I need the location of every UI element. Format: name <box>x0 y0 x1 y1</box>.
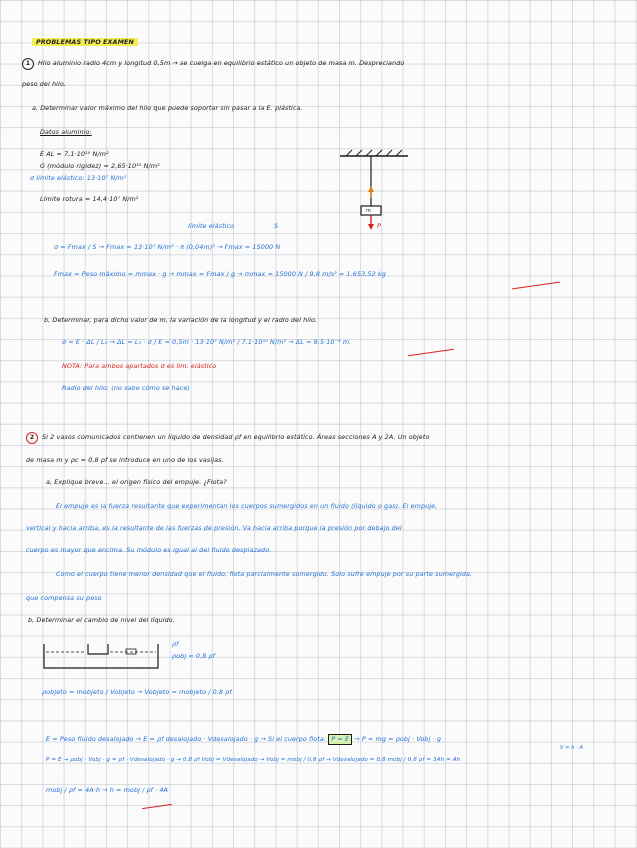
answer-line-5: que compensa su peso <box>26 594 102 602</box>
question-1b: b, Determinar, para dicho valor de m, la variación de la longitud y el radio del hilo. <box>44 316 318 324</box>
question-2a: a, Explique breve... el origen físico del empuje. ¿Flota? <box>46 478 227 486</box>
question-1a: a, Determinar valor máximo del hilo que puede soportar sin pasar a la E. plástica. <box>32 104 303 112</box>
data-heading: Datos aluminio: <box>40 128 92 136</box>
answer-line-3: cuerpo es mayor que encima. Su módulo es igual al del fluido desplazado. <box>26 546 272 554</box>
problem-number: 2 <box>26 432 38 444</box>
question-2b: b, Determinar el cambio de nivel del líquido. <box>28 616 175 624</box>
communicating-vessels-diagram <box>42 640 162 672</box>
equation-max-force: σ = Fmax / S → Fmax = 13·10⁷ N/m² · π (0,04m)² → Fmax = 15000 N <box>54 243 281 251</box>
problem-1-statement: 1 Hilo aluminio radio 4cm y longitud 0,5m → se cuelga en equilibrio estático un objeto de masa m. Despreciando <box>22 58 404 70</box>
note: NOTA: Para ambos apartados σ es lim. elástico <box>62 362 217 370</box>
elastic-limit-note: límite elástico <box>188 222 235 230</box>
radius-answer-label: Radio del hilo: (no sabe cómo se hace) <box>62 384 190 392</box>
answer-line-2: vertical y hacia arriba, es la resultante de las fuerzas de presión. Va hacia arriba porque la presión por debajo del <box>26 524 402 532</box>
hanging-mass-diagram <box>338 150 418 230</box>
weight-label: P <box>377 222 381 230</box>
answer-line-4: Como el cuerpo tiene menor densidad que el fluido, flota parcialmente sumergido. Solo sufre empuje por su parte sumergida, <box>56 570 473 578</box>
result-underline <box>142 804 172 809</box>
equation-elongation: σ = E · ΔL / L₀ → ΔL = L₀ · σ / E = 0,5m · 13·10⁷ N/m² / 7,1·10¹⁰ N/m² → ΔL = 9,5·10⁻⁴ m <box>62 338 350 346</box>
page-title: PROBLEMAS TIPO EXAMEN <box>32 38 138 46</box>
result-underline <box>408 349 454 356</box>
rupture-limit: Límite rotura = 14,4·10⁷ N/m² <box>40 195 139 203</box>
problem-2-statement: 2 Si 2 vasos comunicados contienen un líquido de densidad ρf en equilibrio estático. Áreas secciones A y 2A. Un objeto <box>26 432 429 444</box>
young-modulus: E AL = 7,1·10¹⁰ N/m² <box>40 150 109 158</box>
equilibrium-box: P = E <box>328 734 352 745</box>
mass-label: m <box>366 208 371 214</box>
volume-note: V = h · A <box>560 745 584 751</box>
equation-volume: ρobjeto = mobjeto / Vobjeto → Vobjeto = mobjeto / 0,8 ρf <box>42 688 232 696</box>
section-note: S <box>274 222 279 230</box>
shear-modulus: G (módulo rigidez) = 2,65·10¹⁰ N/m² <box>40 162 160 170</box>
elastic-limit: σ límite elástico: 13·10⁷ N/m² <box>30 174 127 182</box>
answer-line-1: El empuje es la fuerza resultante que experimentan los cuerpos sumergidos en un fluido (líquido o gas). El empuje, <box>56 502 438 510</box>
equation-max-mass: Fmax = Peso máximo = mmax · g → mmax = Fmax / g → mmax = 15000 N / 9,8 m/s² = 1.653,52 kg <box>54 270 386 278</box>
problem-number: 1 <box>22 58 34 70</box>
equation-level-change: mobj / ρf = 4A·h → h = mobj / ρf · 4A <box>46 786 169 794</box>
fluid-density-label: ρf <box>172 640 179 648</box>
problem-2-statement-cont: de masa m y ρc = 0,8 ρf se introduce en uno de los vasijas. <box>26 456 224 464</box>
problem-1-statement-cont: peso del hilo. <box>22 80 66 88</box>
equation-displaced-volume: P = E → ρobj · Vobj · g = ρf · Vdesalojado · g → 0,8 ρf Vobj = Vdesalojado → Vobj = mobj / 0,8 ρf → Vdesalojado = 0,8 mobj / 0,8 ρf = 3Ah = Ah <box>46 757 461 763</box>
result-underline <box>512 282 560 290</box>
equation-buoyancy: E = Peso fluido desalojado → E = ρf desalojado · Vdesalojado · g → Si el cuerpo flota: P = E → P = mg = ρobj · Vobj · g <box>46 735 442 743</box>
object-density-label: ρobj = 0,8 ρf <box>172 652 216 660</box>
